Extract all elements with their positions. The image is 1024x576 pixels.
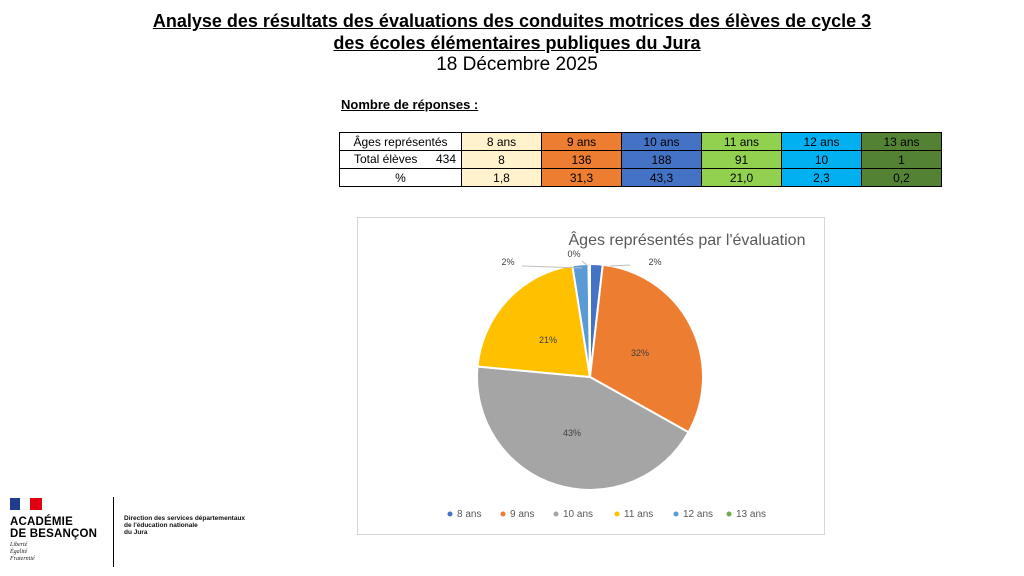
count-cell: 8: [462, 151, 542, 169]
data-label: 2%: [501, 257, 515, 267]
academie-logo: [10, 496, 120, 568]
logo-name: [10, 516, 97, 540]
percent-cell: 21,0: [702, 169, 782, 187]
legend-label: 8 ans: [457, 509, 482, 520]
data-label: 0%: [567, 249, 581, 259]
page-title-line-1: Analyse des résultats des évaluations des conduites motrices des élèves de cycle 3: [152, 11, 872, 31]
logo-name-line-1: ACADÉMIE: [10, 516, 73, 528]
percent-cell: 1,8: [462, 169, 542, 187]
chart-legend: [448, 509, 767, 520]
age-cell: 12 ans: [782, 133, 862, 151]
data-label: 2%: [648, 257, 662, 267]
motto-line-3: Fraternité: [10, 556, 35, 562]
row-label-total: [340, 151, 462, 169]
percent-cell: 31,3: [542, 169, 622, 187]
logo-divider: [113, 497, 114, 567]
chart-title: Âges représentés par l'évaluation: [568, 232, 806, 249]
data-label: 32%: [630, 348, 650, 358]
pie-slice-13-ans: [589, 264, 590, 377]
direction-name: [124, 515, 245, 536]
age-cell: 11 ans: [702, 133, 782, 151]
percent-cell: 43,3: [622, 169, 702, 187]
row-label-ages: Âges représentés: [340, 133, 462, 151]
data-label: 21%: [538, 335, 558, 345]
data-label: 43%: [562, 428, 582, 438]
age-cell: 8 ans: [462, 133, 542, 151]
count-cell: 1: [862, 151, 942, 169]
table-row-ages: [340, 133, 942, 151]
percent-cell: 2,3: [782, 169, 862, 187]
legend-marker: [448, 512, 453, 517]
legend-label: 11 ans: [624, 509, 654, 520]
motto-line-1: Liberté: [10, 542, 28, 548]
pie-chart-svg: [358, 218, 824, 534]
legend-label: 12 ans: [683, 509, 714, 520]
page-title-line-2: des écoles élémentaires publiques du Jura: [333, 33, 701, 53]
direction-line-1: Direction des services départementaux: [124, 515, 246, 522]
legend-label: 10 ans: [563, 509, 594, 520]
legend-marker: [501, 512, 506, 517]
page-header: [0, 10, 1024, 76]
pie-slices: [477, 264, 703, 490]
table-row-percent: [340, 169, 942, 187]
motto-line-2: Égalité: [10, 549, 28, 555]
republic-motto: [10, 542, 35, 563]
responses-heading: Nombre de réponses :: [341, 97, 479, 112]
logo-name-line-2: DE BESANÇON: [10, 528, 98, 540]
direction-line-3: du Jura: [124, 529, 148, 536]
count-cell: 188: [622, 151, 702, 169]
pie-slice-11-ans: [477, 265, 590, 377]
legend-marker: [615, 512, 620, 517]
legend-marker: [674, 512, 679, 517]
total-students-value: 434: [435, 152, 456, 166]
legend-marker: [727, 512, 732, 517]
pie-chart: [357, 217, 825, 535]
data-label-leader-line: [610, 265, 630, 266]
row-label-percent: %: [340, 169, 462, 187]
direction-line-2: de l'éducation nationale: [124, 522, 198, 529]
page-date: 18 Décembre 2025: [436, 54, 598, 75]
legend-label: 9 ans: [510, 509, 535, 520]
age-cell: 13 ans: [862, 133, 942, 151]
percent-cell: 0,2: [862, 169, 942, 187]
count-cell: 136: [542, 151, 622, 169]
total-label: Total élèves: [354, 152, 418, 166]
responses-table: [339, 132, 942, 187]
age-cell: 10 ans: [622, 133, 702, 151]
table-row-totals: [340, 151, 942, 169]
count-cell: 10: [782, 151, 862, 169]
republique-flag-icon: [10, 498, 42, 510]
age-cell: 9 ans: [542, 133, 622, 151]
count-cell: 91: [702, 151, 782, 169]
legend-label: 13 ans: [736, 509, 767, 520]
legend-marker: [554, 512, 559, 517]
